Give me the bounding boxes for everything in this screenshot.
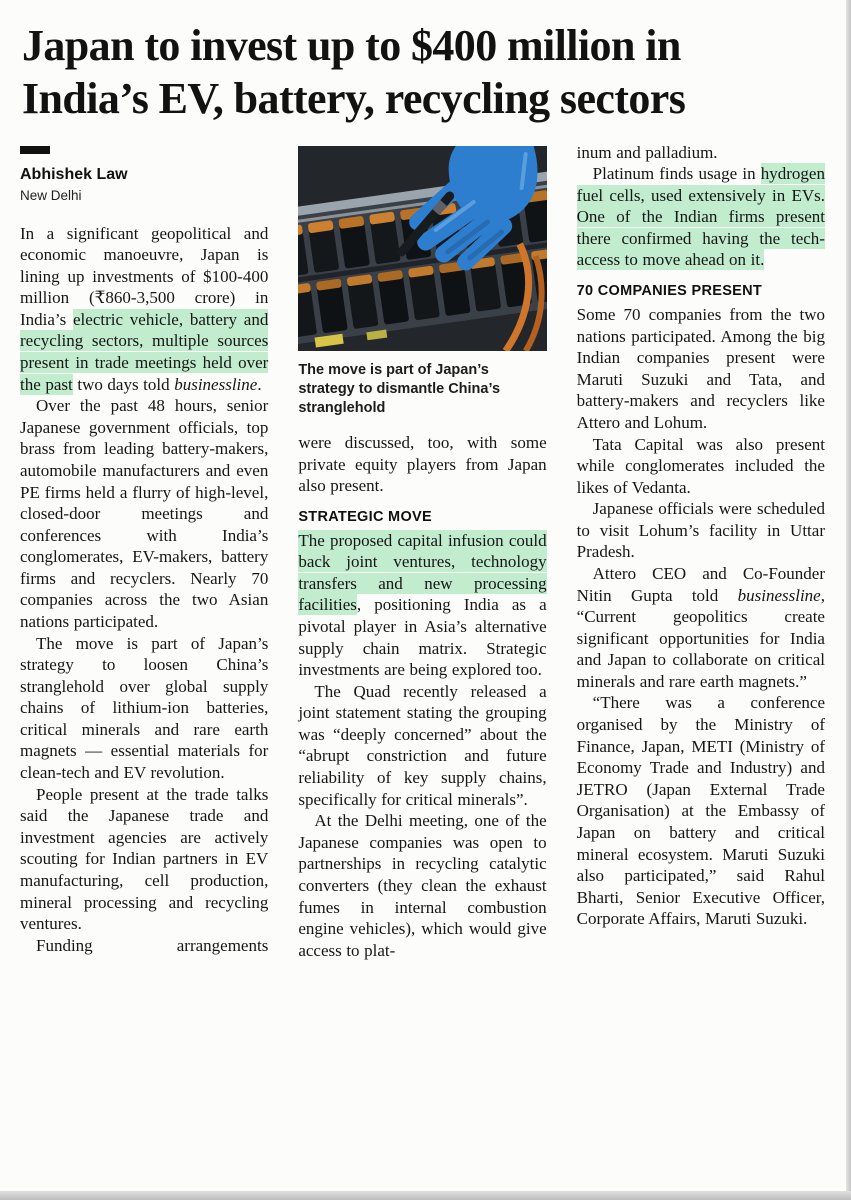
byline-block xyxy=(20,146,268,203)
dateline: New Delhi xyxy=(20,187,82,203)
text-segment: , “Current geopolitics create significant opportunities for India and Japan to collaborate on critical minerals and rare earth magnets.” xyxy=(576,585,825,691)
byline-marker xyxy=(20,146,50,154)
highlighted-text: electric vehicle, battery and recycling sectors, multiple sources present in trade meetings held over the past xyxy=(20,309,269,394)
author-name: Abhishek Law xyxy=(20,165,128,183)
paragraph-lead xyxy=(20,223,268,396)
paragraph: The move is part of Japan’s strategy to loosen China’s stranglehold over global supply chains of lithium-ion batteries, critical minerals and rare earth magnets — essential materials for clean-tech and EV revolution. xyxy=(20,633,269,783)
paragraph: Japanese officials were scheduled to visit Lohum’s facility in Uttar Pradesh. xyxy=(576,499,825,562)
paragraph: Tata Capital was also present while conglomerates included the likes of Vedanta. xyxy=(576,434,825,497)
text-segment: businessline xyxy=(737,585,821,605)
battery-photo-illustration xyxy=(298,146,546,351)
paragraph: “There was a conference organised by the Ministry of Finance, Japan, METI (Ministry of Economy Trade and Industry) and JETRO (Japan External Trade Organisation) at the Embassy of Japan on battery and critical mineral ecosystem. Maruti Suzuki also participated,” said Rahul Bharti, Senior Executive Officer, Corporate Affairs, Maruti Suzuki. xyxy=(576,693,825,929)
paragraph: Some 70 companies from the two nations participated. Among the big Indian companies present were Maruti Suzuki and Tata, and battery-makers and recyclers like Attero and Lohum. xyxy=(576,305,825,432)
highlighted-text: The proposed capital infusion could back joint ventures, technology transfers and new processing facilities xyxy=(298,530,547,615)
column-3 xyxy=(577,142,825,1150)
paragraph xyxy=(298,530,546,681)
text-segment: businessline xyxy=(174,374,258,394)
battery-photo xyxy=(298,146,546,351)
paragraph: At the Delhi meeting, one of the Japanese companies was open to partnerships in recycling catalytic converters (they clean the exhaust fumes in internal combustion engine vehicles), which would give access to plat- xyxy=(298,811,547,960)
paragraph: Over the past 48 hours, senior Japanese government officials, top brass from leading battery-makers, automobile manufacturers and even PE firms held a flurry of high-level, closed-door meetings and conferences with India’s conglomerates, EV-makers, battery firms and recyclers. Nearly 70 companies across the two Asian nations participated. xyxy=(20,396,269,631)
text-segment: two days told xyxy=(72,374,175,394)
text-segment: Platinum finds usage in xyxy=(592,164,761,184)
headline xyxy=(22,20,825,126)
text-segment: , positioning India as a pivotal player in Asia’s alternative supply chain matrix. Strategic investments are being explored too. xyxy=(298,595,547,680)
article-figure xyxy=(298,146,546,418)
article-columns xyxy=(20,142,825,1150)
subhead-strategic-move: STRATEGIC MOVE xyxy=(298,508,432,525)
paragraph xyxy=(577,563,825,692)
headline-line-1: Japan to invest up to $400 million in xyxy=(22,21,681,70)
text-segment: Attero CEO and Co-Founder Nitin Gupta told xyxy=(576,564,825,605)
column-1 xyxy=(20,142,268,1150)
paragraph: The Quad recently released a joint statement stating the grouping was “deeply concerned” about the “abrupt constriction and future reliability of key supply chains, specifically for critical minerals”. xyxy=(298,681,547,809)
highlighted-text: hydrogen fuel cells, used extensively in EVs. One of the Indian firms present there confirmed having the tech-access to move ahead on it. xyxy=(576,164,825,270)
photo-caption: The move is part of Japan’s strategy to dismantle China’s stranglehold xyxy=(298,361,501,416)
paragraph: People present at the trade talks said the Japanese trade and investment agencies are actively scouting for Indian partners in EV manufacturing, cell production, mineral processing and recycling ventures. xyxy=(20,784,269,934)
column-2 xyxy=(298,142,546,1150)
headline-line-2: India’s EV, battery, recycling sectors xyxy=(22,73,686,123)
paragraph-continuation: Funding arrangements xyxy=(36,935,269,955)
paragraph-continuation: inum and palladium. xyxy=(576,142,718,162)
text-segment: In a significant geopolitical and economic manoeuvre, Japan is lining up investments of $100-400 million (₹860-3,500 crore) in India’s xyxy=(20,223,269,329)
text-segment: . xyxy=(257,374,262,394)
scan-edge-right xyxy=(846,0,851,1200)
paragraph xyxy=(577,163,825,271)
subhead-70-companies-present: 70 COMPANIES PRESENT xyxy=(576,283,763,300)
paragraph-continuation: were discussed, too, with some private equity players from Japan also present. xyxy=(298,432,547,496)
scan-edge-bottom xyxy=(0,1191,851,1200)
